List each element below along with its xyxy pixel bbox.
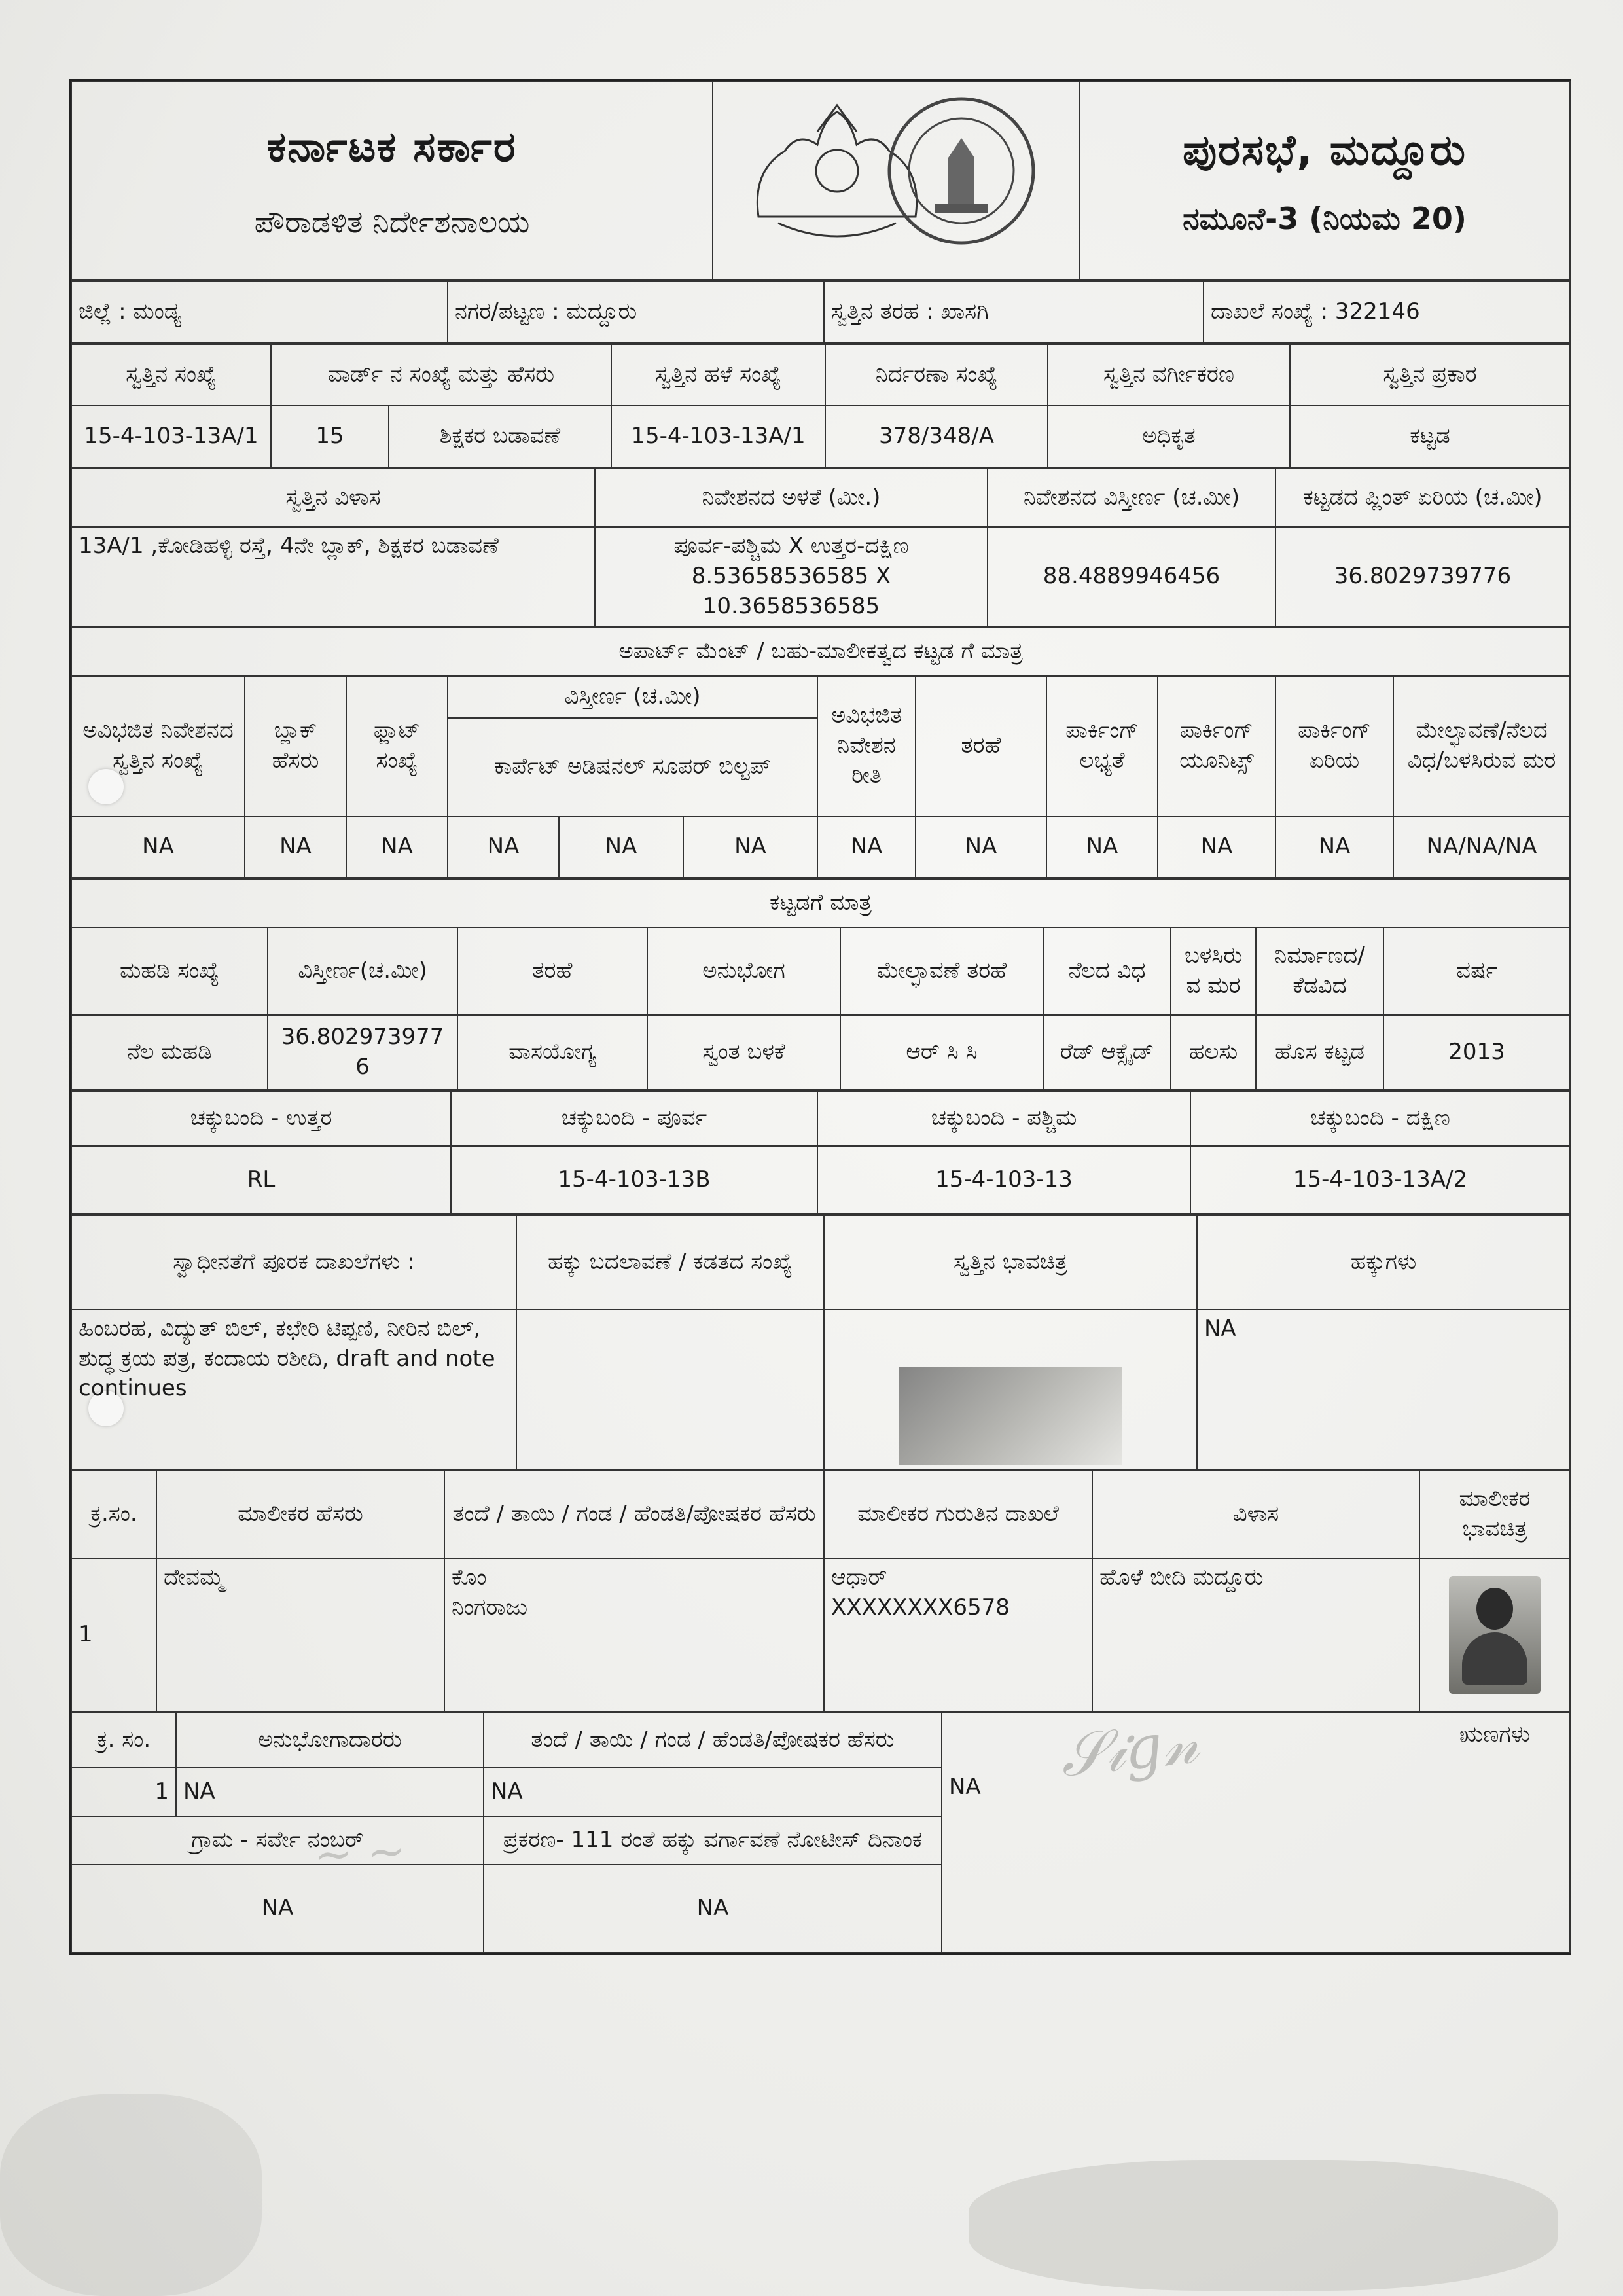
header-parking-availability: ಪಾರ್ಕಿಂಗ್ ಲಭ್ಯತೆ xyxy=(1046,676,1158,816)
header-roof-floor-wood: ಮೇಲ್ಛಾವಣೆ/ನೆಲದ ವಿಧ/ಬಳಸಿರುವ ಮರ xyxy=(1393,676,1570,816)
building-header: ನೆಲದ ವಿಧ xyxy=(1043,927,1171,1015)
owner-name: ದೇವಮ್ಮ xyxy=(156,1558,444,1712)
building-header: ವಿಸ್ತೀರ್ಣ(ಚ.ಮೀ) xyxy=(268,927,457,1015)
municipality-title: ಪುರಸಭೆ, ಮದ್ದೂರು xyxy=(1183,126,1467,175)
header-flat: ಫ್ಲಾಟ್ ಸಂಖ್ಯೆ xyxy=(346,676,448,816)
header-site-area: ನಿವೇಶನದ ವಿಸ್ತೀರ್ಣ (ಚ.ಮೀ) xyxy=(988,469,1275,527)
apartment-value: NA xyxy=(346,816,448,878)
building-value: ನೆಲ ಮಹಡಿ xyxy=(71,1015,268,1090)
govt-title: ಕರ್ನಾಟಕ ಸರ್ಕಾರ xyxy=(267,122,517,171)
apartment-title: ಅಪಾರ್ಟ್ ಮೆಂಟ್ / ಬಹು-ಮಾಲೀಕತ್ವದ ಕಟ್ಟಡ ಗೆ ಮಾತ್ರ xyxy=(71,628,1570,676)
ward-no-value: 15 xyxy=(271,406,389,467)
form-number: ನಮೂನೆ-3 (ನಿಯಮ 20) xyxy=(1183,201,1467,237)
owner-photo-cell xyxy=(1419,1558,1570,1712)
apartment-table xyxy=(71,627,1571,878)
owner-header-id: ಮಾಲೀಕರ ಗುರುತಿನ ದಾಖಲೆ xyxy=(824,1471,1092,1558)
building-value: ಹೊಸ ಕಟ್ಟಡ xyxy=(1256,1015,1383,1090)
header-parking-area: ಪಾರ್ಕಿಂಗ್ ಏರಿಯ xyxy=(1275,676,1393,816)
district-cell: ಜಿಲ್ಲೆ : ಮಂಡ್ಯ xyxy=(71,281,448,343)
occupant-header-relation: ತಂದೆ / ತಾಯಿ / ಗಂಡ / ಹೆಂಡತಿ/ಪೋಷಕರ ಹೆಸರು xyxy=(484,1713,942,1768)
owner-header-sl: ಕ್ರ.ಸಂ. xyxy=(71,1471,156,1558)
header-transfer-notice: ಪ್ರಕರಣ- 111 ರಂತೆ ಹಕ್ಕು ವರ್ಗಾವಣೆ ನೋಟೀಸ್ ದಿನಾಂಕ xyxy=(484,1816,942,1865)
property-photo xyxy=(899,1367,1122,1465)
record-number-cell: ದಾಖಲೆ ಸಂಖ್ಯೆ : 322146 xyxy=(1204,281,1570,343)
apartment-value: NA xyxy=(817,816,916,878)
header-dimension: ನಿವೇಶನದ ಅಳತೆ (ಮೀ.) xyxy=(595,469,988,527)
apartment-value: NA xyxy=(71,816,245,878)
handwritten-mark: ~ ~ xyxy=(312,1823,407,1882)
kind-value: ಕಟ್ಟಡ xyxy=(1290,406,1570,467)
header-parking-units: ಪಾರ್ಕಿಂಗ್ ಯೂನಿಟ್ಸ್ xyxy=(1158,676,1275,816)
boundary-north-value: RL xyxy=(71,1146,451,1214)
town-cell: ನಗರ/ಪಟ್ಟಣ : ಮದ್ದೂರು xyxy=(448,281,824,343)
dimension-cell xyxy=(595,527,988,626)
header-undivided-method: ಅವಿಭಜಿತ ನಿವೇಶನ ರೀತಿ xyxy=(817,676,916,816)
apartment-value: NA xyxy=(683,816,817,878)
header-property-no: ಸ್ವತ್ತಿನ ಸಂಖ್ಯೆ xyxy=(71,344,271,406)
header-table xyxy=(71,81,1571,281)
header-rights: ಹಕ್ಕುಗಳು xyxy=(1197,1215,1570,1310)
site-area-value: 88.4889946456 xyxy=(988,527,1275,626)
boundary-header-west: ಚಕ್ಕುಬಂದಿ - ಪಶ್ಚಿಮ xyxy=(817,1091,1190,1146)
header-undivided-no: ಅವಿಭಜಿತ ನಿವೇಶನದ ಸ್ವತ್ತಿನ ಸಂಖ್ಯೆ xyxy=(71,676,245,816)
occupant-header-liabilities: ಋಣಗಳು xyxy=(1459,1721,1530,1748)
occupant-table xyxy=(71,1712,1571,1953)
liabilities-value: NA xyxy=(949,1773,981,1800)
plinth-area-value: 36.8029739776 xyxy=(1275,527,1570,626)
property-no-value: 15-4-103-13A/1 xyxy=(71,406,271,467)
form-sheet xyxy=(69,79,1571,1955)
building-header: ಬಳಸಿರುವ ಮರ xyxy=(1171,927,1256,1015)
header-area: ವಿಸ್ತೀರ್ಣ (ಚ.ಮೀ) xyxy=(448,676,817,718)
header-transfer-file-no: ಹಕ್ಕು ಬದಲಾವಣೆ / ಕಡತದ ಸಂಖ್ಯೆ xyxy=(516,1215,824,1310)
village-survey-value: NA xyxy=(71,1865,484,1952)
old-no-value: 15-4-103-13A/1 xyxy=(611,406,825,467)
building-table xyxy=(71,878,1571,1090)
building-header: ತರಹೆ xyxy=(457,927,647,1015)
owner-address: ಹೊಳೆ ಬೀದಿ ಮದ್ದೂರು xyxy=(1092,1558,1419,1712)
header-assessment-no: ನಿರ್ದರಣಾ ಸಂಖ್ಯೆ xyxy=(825,344,1048,406)
header-ward: ವಾರ್ಡ್ ನ ಸಂಖ್ಯೆ ಮತ್ತು ಹೆಸರು xyxy=(271,344,611,406)
building-header: ನಿರ್ಮಾಣದ/ ಕೆಡವಿದ xyxy=(1256,927,1383,1015)
building-title: ಕಟ್ಟಡಗೆ ಮಾತ್ರ xyxy=(71,879,1570,927)
apartment-value: NA xyxy=(1046,816,1158,878)
district-row xyxy=(71,281,1571,344)
header-plinth-area: ಕಟ್ಟಡದ ಪ್ಲಿಂತ್ ಏರಿಯ (ಚ.ಮೀ) xyxy=(1275,469,1570,527)
header-address: ಸ್ವತ್ತಿನ ವಿಳಾಸ xyxy=(71,469,595,527)
owner-relation-cell xyxy=(444,1558,824,1712)
header-supporting-docs: ಸ್ವಾಧೀನತೆಗೆ ಪೂರಕ ದಾಖಲೆಗಳು : xyxy=(71,1215,516,1310)
boundary-south-value: 15-4-103-13A/2 xyxy=(1190,1146,1570,1214)
owner-header-address: ವಿಳಾಸ xyxy=(1092,1471,1419,1558)
occupant-name: NA xyxy=(176,1768,484,1816)
owner-table xyxy=(71,1470,1571,1712)
boundaries-table xyxy=(71,1090,1571,1215)
apartment-value: NA/NA/NA xyxy=(1393,816,1570,878)
header-classification: ಸ್ವತ್ತಿನ ವರ್ಗೀಕರಣ xyxy=(1048,344,1290,406)
dimension-value: 8.53658536585 X 10.3658536585 xyxy=(691,562,891,619)
header-block: ಬ್ಲಾಕ್ ಹೆಸರು xyxy=(245,676,346,816)
boundary-west-value: 15-4-103-13 xyxy=(817,1146,1190,1214)
header-village-survey: ಗ್ರಾಮ - ಸರ್ವೇ ನಂಬರ್ xyxy=(71,1816,484,1865)
transfer-notice-value: NA xyxy=(484,1865,942,1952)
liabilities-cell xyxy=(942,1713,1570,1952)
boundary-header-north: ಚಕ್ಕುಬಂದಿ - ಉತ್ತರ xyxy=(71,1091,451,1146)
scan-smudge-bottom xyxy=(969,2160,1558,2291)
building-header: ಅನುಭೋಗ xyxy=(647,927,840,1015)
owner-relation-type: ಕೊಂ xyxy=(452,1564,487,1590)
header-old-no: ಸ್ವತ್ತಿನ ಹಳೆ ಸಂಖ್ಯೆ xyxy=(611,344,825,406)
ward-name-value: ಶಿಕ್ಷಕರ ಬಡಾವಣೆ xyxy=(389,406,611,467)
owner-sl: 1 xyxy=(71,1558,156,1712)
property-type-cell: ಸ್ವತ್ತಿನ ತರಹ : ಖಾಸಗಿ xyxy=(824,281,1204,343)
header-seal xyxy=(713,81,1079,280)
owner-relation-name: ನಿಂಗರಾಜು xyxy=(452,1594,528,1621)
directorate-title: ಪೌರಾಡಳಿತ ನಿರ್ದೇಶನಾಲಯ xyxy=(254,204,530,240)
building-header: ಮಹಡಿ ಸಂಖ್ಯೆ xyxy=(71,927,268,1015)
owner-id-cell xyxy=(824,1558,1092,1712)
building-header: ವರ್ಷ xyxy=(1383,927,1570,1015)
building-value: ಆರ್ ಸಿ ಸಿ xyxy=(840,1015,1043,1090)
property-table xyxy=(71,344,1571,468)
owner-header-photo: ಮಾಲೀಕರ ಭಾವಚಿತ್ರ xyxy=(1419,1471,1570,1558)
apartment-value: NA xyxy=(1158,816,1275,878)
owner-header-name: ಮಾಲೀಕರ ಹೆಸರು xyxy=(156,1471,444,1558)
classification-value: ಅಧಿಕೃತ xyxy=(1048,406,1290,467)
state-emblem-seal xyxy=(739,92,1053,269)
scan-smudge-left xyxy=(0,2094,262,2296)
boundary-header-south: ಚಕ್ಕುಬಂದಿ - ದಕ್ಷಿಣ xyxy=(1190,1091,1570,1146)
apartment-value: NA xyxy=(1275,816,1393,878)
building-value: ಸ್ವಂತ ಬಳಕೆ xyxy=(647,1015,840,1090)
occupant-header-name: ಅನುಭೋಗಾದಾರರು xyxy=(176,1713,484,1768)
occupant-header-sl: ಕ್ರ. ಸಂ. xyxy=(71,1713,176,1768)
building-value: ವಾಸಯೋಗ್ಯ xyxy=(457,1015,647,1090)
owner-photo xyxy=(1449,1576,1541,1694)
apartment-value: NA xyxy=(245,816,346,878)
handwritten-signature: 𝒮𝒾𝑔𝓃 xyxy=(1057,1708,1202,1791)
address-value: 13A/1 ,ಕೋಡಿಹಳ್ಳಿ ರಸ್ತೆ, 4ನೇ ಬ್ಲಾಕ್, ಶಿಕ್ಷಕರ ಬಡಾವಣೆ xyxy=(71,527,595,626)
transfer-file-no-value xyxy=(516,1310,824,1469)
apartment-value: NA xyxy=(916,816,1046,878)
occupant-relation: NA xyxy=(484,1768,942,1816)
assessment-no-value: 378/348/A xyxy=(825,406,1048,467)
apartment-value: NA xyxy=(448,816,559,878)
address-table xyxy=(71,468,1571,627)
header-left xyxy=(71,81,713,280)
building-header: ಮೇಲ್ಛಾವಣೆ ತರಹೆ xyxy=(840,927,1043,1015)
building-value: ರೆಡ್ ಆಕ್ಸೈಡ್ xyxy=(1043,1015,1171,1090)
supporting-docs-list: ಹಿಂಬರಹ, ವಿದ್ಯುತ್ ಬಿಲ್, ಕಛೇರಿ ಟಿಪ್ಪಣಿ, ನೀರಿನ ಬಿಲ್, ಶುದ್ಧ ಕ್ರಯ ಪತ್ರ, ಕಂದಾಯ ರಶೀದಿ, draft and note continues xyxy=(71,1310,516,1469)
header-property-photo: ಸ್ವತ್ತಿನ ಭಾವಚಿತ್ರ xyxy=(824,1215,1197,1310)
building-value: 36.8029739776 xyxy=(268,1015,457,1090)
documents-table xyxy=(71,1215,1571,1470)
header-kind: ಸ್ವತ್ತಿನ ಪ್ರಕಾರ xyxy=(1290,344,1570,406)
boundary-east-value: 15-4-103-13B xyxy=(451,1146,817,1214)
rights-value: NA xyxy=(1197,1310,1570,1469)
owner-id-value: XXXXXXXX6578 xyxy=(831,1594,1010,1621)
property-photo-cell xyxy=(824,1310,1197,1469)
occupant-sl: 1 xyxy=(71,1768,176,1816)
owner-header-relation: ತಂದೆ / ತಾಯಿ / ಗಂಡ / ಹೆಂಡತಿ/ಪೋಷಕರ ಹೆಸರು xyxy=(444,1471,824,1558)
owner-id-type: ಆಧಾರ್ xyxy=(831,1564,887,1590)
header-type: ತರಹೆ xyxy=(916,676,1046,816)
boundary-header-east: ಚಕ್ಕುಬಂದಿ - ಪೂರ್ವ xyxy=(451,1091,817,1146)
apartment-value: NA xyxy=(559,816,683,878)
dimension-label: ಪೂರ್ವ-ಪಶ್ಚಿಮ X ಉತ್ತರ-ದಕ್ಷಿಣ xyxy=(673,533,909,559)
building-value: ಹಲಸು xyxy=(1171,1015,1256,1090)
header-right xyxy=(1079,81,1570,280)
building-value: 2013 xyxy=(1383,1015,1570,1090)
header-area-subcolumns: ಕಾರ್ಪೆಟ್ ಅಡಿಷನಲ್ ಸೂಪರ್ ಬಿಲ್ಟಪ್ xyxy=(448,718,817,816)
